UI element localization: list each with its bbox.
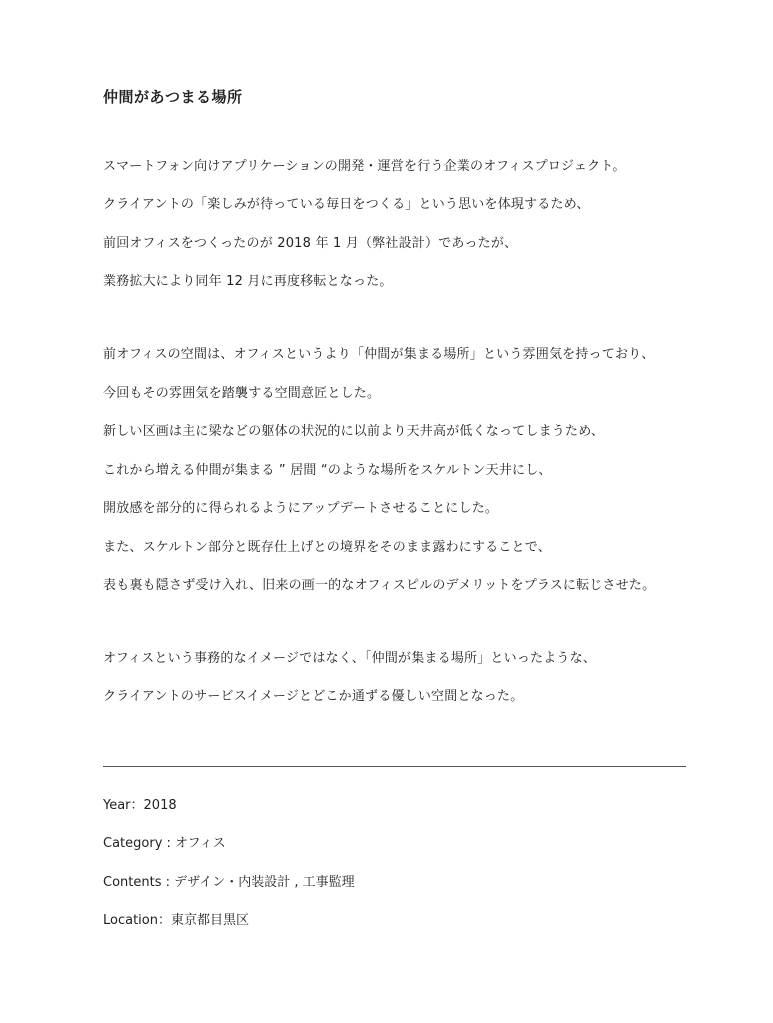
body-text-line: これから増える仲間が集まる ” 居間 “のような場所をスケルトン天井にし、 [103,463,552,478]
page-title: 仲間があつまる場所 [103,88,243,106]
body-text-line: 開放感を部分的に得られるようにアップデートさせることにした。 [103,501,499,516]
body-text-line: オフィスという事務的なイメージではなく、「仲間が集まる場所」といったような、 [103,651,597,666]
body-text-line: スマートフォン向けアプリケーションの開発・運営を行う企業のオフィスプロジェクト。 [103,159,626,174]
body-text-line: 前オフィスの空間は、オフィスというより「仲間が集まる場所」という雰囲気を持っており、 [103,347,655,362]
info-category: Category : オフィス [103,836,226,851]
body-text-line: 前回オフィスをつくったのが 2018 年 1 月（弊社設計）であったが、 [103,236,518,251]
info-location: Location：東京都目黒区 [103,913,249,928]
body-text-line: クライアントのサービスイメージとどこか通ずる優しい空間となった。 [103,689,524,704]
divider [103,766,686,767]
body-text-line: 新しい区画は主に梁などの躯体の状況的に以前より天井高が低くなってしまうため、 [103,424,605,439]
body-text-line: 業務拡大により同年 12 月に再度移転となった。 [103,274,393,289]
body-text-line: また、スケルトン部分と既存仕上げとの境界をそのまま露わにすることで、 [103,540,551,555]
info-year: Year：2018 [103,798,177,813]
body-text-line: クライアントの「楽しみが待っている毎日をつくる」という思いを体現するため、 [103,197,590,212]
body-text-line: 今回もその雰囲気を踏襲する空間意匠とした。 [103,386,381,401]
info-contents: Contents : デザイン・内装設計 , 工事監理 [103,875,355,890]
body-text-line: 表も裏も隠さず受け入れ、旧来の画一的なオフィスピルのデメリットをプラスに転じさせた。 [103,578,656,593]
